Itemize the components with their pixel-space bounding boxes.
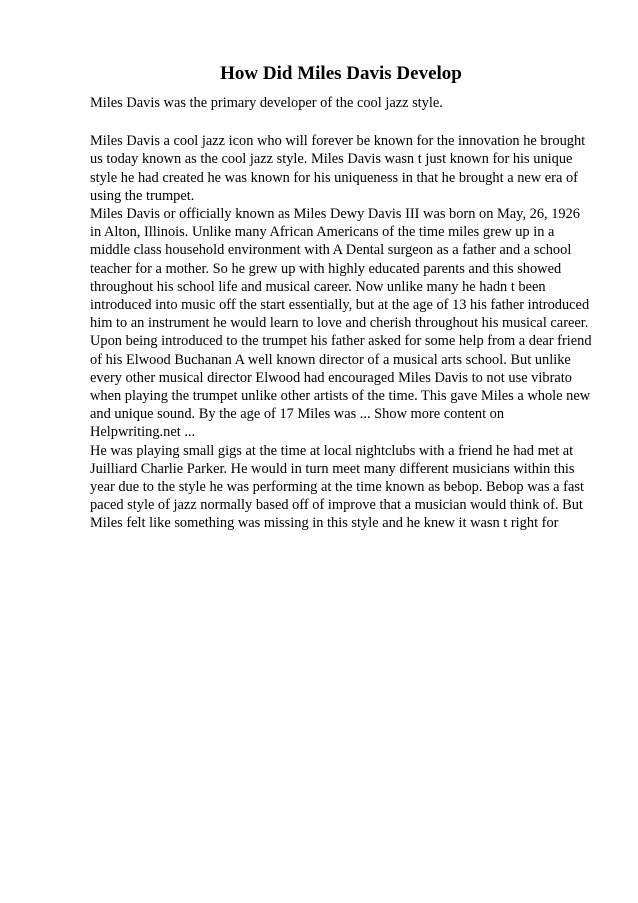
document-title: How Did Miles Davis Develop	[220, 63, 462, 84]
paragraph-bebop: He was playing small gigs at the time at local nightclubs with a friend he had met at Juilliard Charlie Parker. He would in turn meet many different musicians within this year due to the style he was performing at the time known as bebop. Bebop was a fast paced style of jazz normally based off of improve that a musician would think of. But Miles felt like something was missing in this style and he knew it wasn t right for	[90, 442, 584, 532]
paragraph-trumpet: Upon being introduced to the trumpet his father asked for some help from a dear friend of his Elwood Buchanan A well known director of a musical arts school. But unlike every other musical director Elwood had encouraged Miles Davis to not use vibrato when playing the trumpet unlike other artists of the time. This gave Miles a whole new and unique sound. By the age of 17 Miles was ... Show more content on Helpwriting.net ...	[90, 333, 592, 441]
paragraph-early-life: Miles Davis or officially known as Miles Dewy Davis III was born on May, 26, 1926 in Alton, Illinois. Unlike many African Americans of the time miles grew up in a middle class household environment with A Dental surgeon as a father and a school teacher for a mother. So he grew up with highly educated parents and this showed throughout his school life and musical career. Now unlike many he hadn t been introduced into music off the start essentially, but at the age of 13 his father introduced him to an instrument he would learn to love and cherish throughout his musical career.	[90, 206, 590, 332]
lead-sentence: Miles Davis was the primary developer of the cool jazz style.	[90, 95, 443, 111]
paragraph-intro: Miles Davis a cool jazz icon who will forever be known for the innovation he brought us today known as the cool jazz style. Miles Davis wasn t just known for his unique style he had created he was known for his uniqueness in that he brought a new era of using the trumpet.	[90, 133, 586, 204]
